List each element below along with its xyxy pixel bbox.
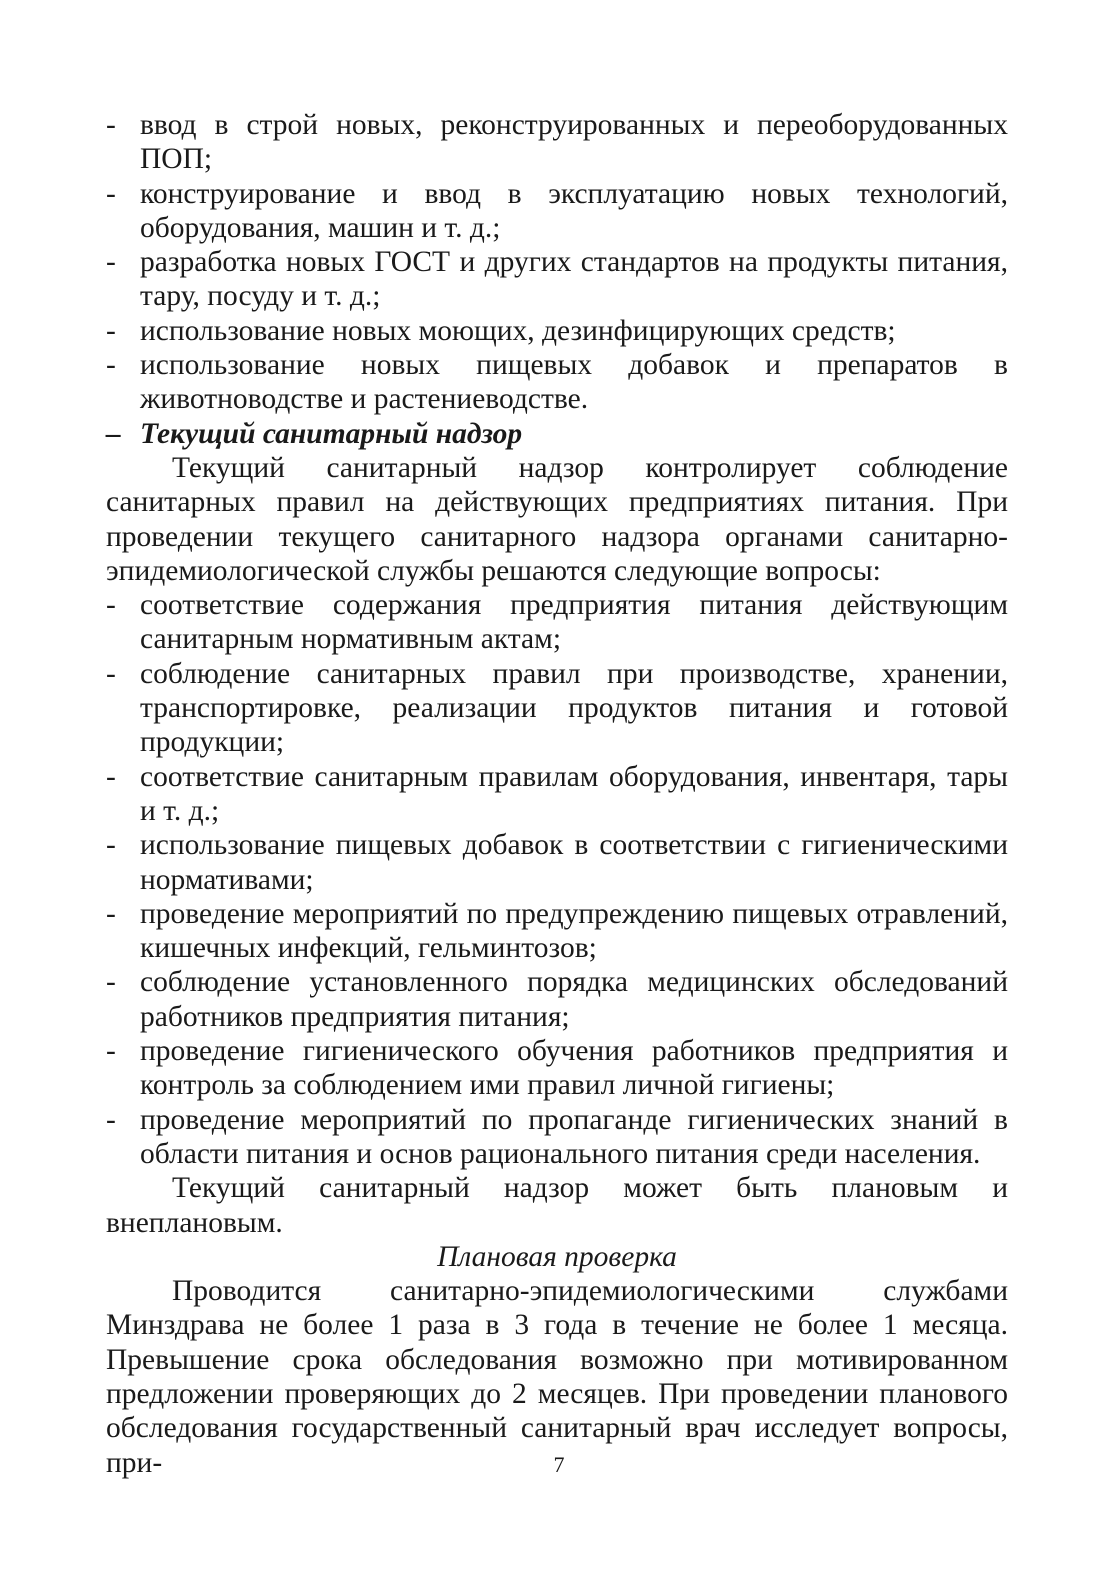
list-item-text: проведение мероприятий по предупреждению пищевых отравлений, кишечных инфекций, гельминтозов; — [140, 897, 1008, 965]
section-dash: – — [106, 417, 121, 450]
list-item-text: ввод в строй новых, реконструированных и переоборудованных ПОП; — [140, 109, 1008, 176]
list-item — [106, 897, 1008, 966]
list-item-text: соблюдение установленного порядка медицинских обследований работников предприятия питания; — [140, 966, 1008, 1033]
bullet-mark: - — [106, 177, 116, 210]
bullet-mark: - — [106, 760, 116, 793]
list-item — [106, 588, 1008, 657]
list-item — [106, 348, 1008, 417]
section-title: Текущий санитарный надзор — [140, 417, 523, 450]
bullet-list-top — [106, 108, 1008, 417]
bullet-mark: - — [106, 657, 116, 690]
bullet-mark: - — [106, 966, 116, 999]
list-item-text: использование новых моющих, дезинфицирующих средств; — [140, 314, 896, 347]
list-item — [106, 1034, 1008, 1103]
bullet-mark: - — [106, 109, 116, 141]
list-item-text: использование новых пищевых добавок и препаратов в животноводстве и растениеводстве. — [140, 349, 1008, 416]
bullet-list-main — [106, 588, 1008, 1171]
list-item-text: проведение гигиенического обучения работников предприятия и контроль за соблюдением ими правил личной гигиены; — [140, 1035, 1008, 1102]
bullet-mark: - — [106, 314, 116, 347]
list-item — [106, 1103, 1008, 1172]
section-heading — [106, 417, 1008, 451]
list-item — [106, 108, 1008, 177]
bullet-mark: - — [106, 589, 116, 622]
bullet-mark: - — [106, 349, 116, 382]
list-item-text: соблюдение санитарных правил при производстве, хранении, транспортировке, реализации продуктов питания и готовой продукции; — [140, 657, 1008, 759]
list-item-text: соответствие санитарным правилам оборудования, инвентаря, тары и т. д.; — [140, 760, 1008, 827]
list-item-text: соответствие содержания предприятия питания действующим санитарным нормативным актам; — [140, 589, 1008, 656]
list-item — [106, 314, 1008, 348]
list-item-text: конструирование и ввод в эксплуатацию новых технологий, оборудования, машин и т. д.; — [140, 177, 1008, 244]
list-item-text: разработка новых ГОСТ и других стандартов на продукты питания, тару, посуду и т. д.; — [140, 246, 1008, 313]
list-item — [106, 965, 1008, 1034]
page-number: 7 — [553, 1452, 565, 1477]
bullet-mark: - — [106, 246, 116, 279]
list-item — [106, 828, 1008, 897]
subheading-planned-inspection: Плановая проверка — [437, 1240, 677, 1273]
bullet-mark: - — [106, 1103, 116, 1136]
paragraph-planned-inspection: Проводится санитарно-эпидемиологическими службами Минздрава не более 1 раза в 3 года в течение не более 1 месяца. Превышение срока обследования возможно при мотивированном предложении проверяющих до 2 месяцев. При проведении планового обследования государственный санитарный врач исследует вопросы, при- — [106, 1275, 1008, 1479]
bullet-mark: - — [106, 897, 116, 930]
list-item — [106, 177, 1008, 246]
list-item-text: использование пищевых добавок в соответствии с гигиеническими нормативами; — [140, 829, 1008, 896]
paragraph-current-supervision: Текущий санитарный надзор может быть плановым и внеплановым. — [106, 1172, 1008, 1239]
list-item — [106, 245, 1008, 314]
list-item-text: проведение мероприятий по пропаганде гигиенических знаний в области питания и основ рационального питания среди населения. — [140, 1103, 1008, 1170]
list-item — [106, 657, 1008, 760]
intro-paragraph: Текущий санитарный надзор контролирует соблюдение санитарных правил на действующих предприятиях питания. При проведении текущего санитарного надзора органами санитарно-эпидемиологической службы решаются следующие вопросы: — [106, 451, 1008, 587]
bullet-mark: - — [106, 829, 116, 862]
list-item — [106, 760, 1008, 829]
bullet-mark: - — [106, 1035, 116, 1068]
